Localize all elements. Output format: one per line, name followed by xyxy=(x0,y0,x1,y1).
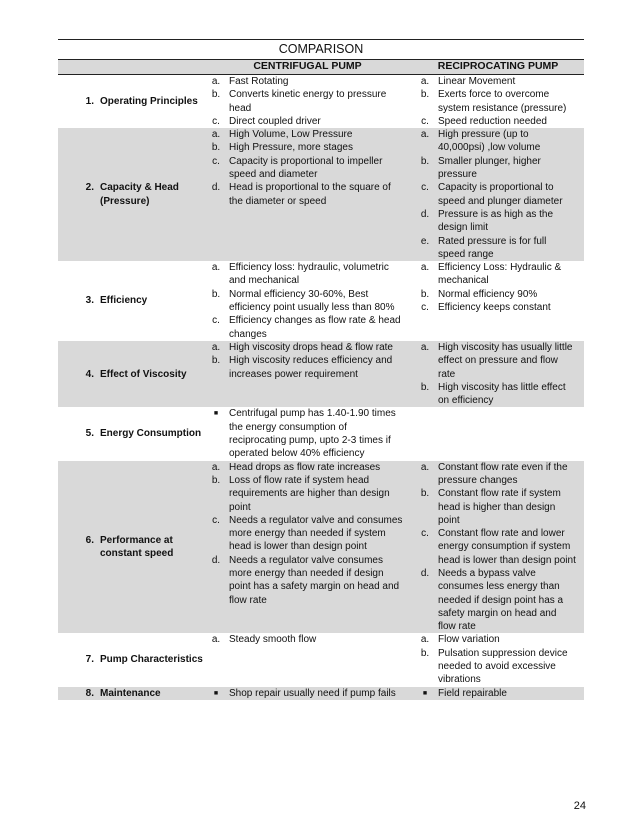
row-label-cell xyxy=(58,633,203,686)
reciprocating-list xyxy=(412,633,584,686)
row-number: 6. xyxy=(85,534,94,546)
row-title: Capacity & Head (Pressure) xyxy=(100,182,179,207)
list-item-text: Smaller plunger, higher pressure xyxy=(438,155,541,181)
row-label-cell xyxy=(58,75,203,129)
list-item xyxy=(412,288,584,301)
header-reciprocating: RECIPROCATING PUMP xyxy=(412,60,584,75)
list-letter: b. xyxy=(211,89,221,101)
row-label xyxy=(58,368,203,381)
reciprocating-list xyxy=(412,687,584,700)
list-letter: a. xyxy=(211,262,221,274)
list-letter: c. xyxy=(421,182,429,194)
centrifugal-cell xyxy=(203,128,412,261)
list-letter: b. xyxy=(420,381,430,393)
list-letter: b. xyxy=(420,89,430,101)
list-item-text: Pressure is as high as the design limit xyxy=(438,208,554,234)
list-item-text: Needs a regulator valve and consumes more energy than needed if system head is lower than design point xyxy=(229,514,403,553)
row-title: Pump Characteristics xyxy=(100,654,203,666)
list-item xyxy=(412,687,584,700)
row-number: 4. xyxy=(85,368,94,380)
list-letter: a. xyxy=(211,341,221,353)
comparison-table xyxy=(58,39,584,700)
row-number: 5. xyxy=(85,428,94,440)
list-item-text: High viscosity drops head & flow rate xyxy=(229,341,393,353)
list-item xyxy=(412,461,584,488)
list-item-text: Efficiency changes as flow rate & head changes xyxy=(229,315,401,340)
list-item xyxy=(203,141,412,154)
list-item xyxy=(412,647,584,687)
centrifugal-list xyxy=(203,633,412,646)
table-row xyxy=(58,407,584,460)
list-item-text: High Pressure, more stages xyxy=(229,142,353,154)
list-letter: b. xyxy=(211,355,221,367)
list-letter: a. xyxy=(420,129,430,141)
list-letter: a. xyxy=(211,461,221,473)
list-letter: d. xyxy=(420,567,430,579)
centrifugal-list xyxy=(203,75,412,128)
list-item-text: Field repairable xyxy=(438,687,507,699)
list-item-text: High viscosity reduces efficiency and increases power requirement xyxy=(229,355,393,380)
list-item-text: Normal efficiency 90% xyxy=(438,288,538,300)
row-number: 2. xyxy=(85,182,94,194)
row-title: Performance at constant speed xyxy=(100,534,174,560)
row-title: Efficiency xyxy=(100,295,148,307)
list-item-text: Constant flow rate and lower energy consumption if system head is lower than design point xyxy=(438,528,576,566)
list-item-text: Linear Movement xyxy=(438,76,516,87)
list-letter: b. xyxy=(420,647,430,659)
row-label-cell xyxy=(58,687,203,700)
list-item-text: Speed reduction needed xyxy=(438,115,547,127)
row-number: 8. xyxy=(85,687,94,699)
list-item-text: Efficiency keeps constant xyxy=(438,302,551,314)
centrifugal-list xyxy=(203,407,412,460)
list-item-text: Flow variation xyxy=(438,634,500,646)
list-letter: a. xyxy=(211,129,221,141)
list-letter: a. xyxy=(420,341,430,353)
row-title: Energy Consumption xyxy=(100,428,202,440)
row-number: 1. xyxy=(85,95,94,107)
table-header-row xyxy=(58,60,584,75)
centrifugal-cell xyxy=(203,341,412,407)
list-item-text: Efficiency loss: hydraulic, volumetric and mechanical xyxy=(229,262,389,287)
list-letter: c. xyxy=(212,514,220,526)
table-row xyxy=(58,261,584,341)
list-item-text: Fast Rotating xyxy=(229,76,289,87)
centrifugal-cell xyxy=(203,687,412,700)
centrifugal-cell xyxy=(203,461,412,634)
row-number: 7. xyxy=(85,654,94,666)
row-title: Operating Principles xyxy=(100,95,198,107)
list-letter: b. xyxy=(211,288,221,300)
list-item xyxy=(412,633,584,646)
list-item-text: Loss of flow rate if system head requirements are higher than design point xyxy=(229,474,390,513)
list-item-text: Capacity is proportional to speed and plunger diameter xyxy=(438,182,563,207)
reciprocating-cell xyxy=(412,128,584,261)
list-item-text: Direct coupled driver xyxy=(229,115,321,127)
row-label xyxy=(58,181,203,208)
list-item xyxy=(412,115,584,128)
list-letter: b. xyxy=(420,288,430,300)
list-item-text: Exerts force to overcome system resistance (pressure) xyxy=(438,89,567,114)
header-blank xyxy=(58,60,203,75)
row-label xyxy=(58,534,203,561)
list-letter: e. xyxy=(420,235,430,247)
list-item-text: Constant flow rate even if the pressure changes xyxy=(438,461,568,486)
list-letter: a. xyxy=(420,461,430,473)
row-label xyxy=(58,95,203,108)
list-item xyxy=(203,514,412,554)
square-bullet-icon: ■ xyxy=(213,689,219,697)
list-letter: a. xyxy=(420,76,430,87)
centrifugal-list xyxy=(203,687,412,700)
list-letter: d. xyxy=(211,554,221,566)
centrifugal-cell xyxy=(203,633,412,686)
list-item xyxy=(203,474,412,514)
centrifugal-cell xyxy=(203,407,412,460)
list-item-text: High viscosity has usually little effect on pressure and flow rate xyxy=(438,341,573,380)
centrifugal-list xyxy=(203,461,412,607)
list-item-text: Pulsation suppression device needed to avoid excessive vibrations xyxy=(438,647,568,686)
table-row xyxy=(58,341,584,407)
centrifugal-cell xyxy=(203,75,412,129)
list-item-text: Normal efficiency 30-60%, Best efficiency point usually less than 80% xyxy=(229,288,395,314)
list-letter: c. xyxy=(421,528,429,540)
list-letter: a. xyxy=(211,76,221,87)
row-label-cell xyxy=(58,461,203,634)
list-item xyxy=(412,381,584,408)
list-letter: c. xyxy=(212,155,220,167)
list-letter: c. xyxy=(421,302,429,314)
reciprocating-list xyxy=(412,128,584,261)
square-bullet-icon: ■ xyxy=(422,689,428,697)
list-item-text: Efficiency Loss: Hydraulic & mechanical xyxy=(438,262,562,287)
reciprocating-list xyxy=(412,341,584,407)
row-label-cell xyxy=(58,261,203,341)
list-item xyxy=(203,341,412,354)
list-item xyxy=(203,181,412,208)
reciprocating-cell xyxy=(412,407,584,460)
list-letter: d. xyxy=(211,182,221,194)
list-letter: b. xyxy=(211,142,221,154)
list-item xyxy=(412,235,584,262)
row-title: Effect of Viscosity xyxy=(100,368,187,380)
reciprocating-cell xyxy=(412,633,584,686)
list-letter: a. xyxy=(420,262,430,274)
list-item xyxy=(412,155,584,182)
table-body xyxy=(58,75,584,700)
list-item-text: Head is proportional to the square of the diameter or speed xyxy=(229,182,391,207)
reciprocating-cell xyxy=(412,341,584,407)
row-label-cell xyxy=(58,128,203,261)
list-letter: b. xyxy=(211,474,221,486)
reciprocating-list xyxy=(412,261,584,314)
row-label xyxy=(58,653,203,666)
list-item xyxy=(412,567,584,633)
list-item xyxy=(203,687,412,700)
reciprocating-list xyxy=(412,461,584,634)
list-item xyxy=(412,261,584,288)
list-item-text: Shop repair usually need if pump fails xyxy=(229,687,396,699)
list-item xyxy=(412,128,584,155)
table-row xyxy=(58,461,584,634)
list-item xyxy=(203,461,412,474)
reciprocating-cell xyxy=(412,687,584,700)
list-item-text: Converts kinetic energy to pressure head xyxy=(229,89,387,114)
list-item xyxy=(203,554,412,607)
reciprocating-cell xyxy=(412,461,584,634)
list-item-text: Constant flow rate if system head is higher than design point xyxy=(438,488,561,526)
reciprocating-cell xyxy=(412,261,584,341)
list-item-text: Needs a bypass valve consumes less energy than needed if design point has a safety margin on head and flow rate xyxy=(438,567,564,633)
list-item-text: Head drops as flow rate increases xyxy=(229,461,381,473)
row-number: 3. xyxy=(85,295,94,307)
list-item xyxy=(203,314,412,341)
list-item-text: High pressure (up to 40,000psi) ,low volume xyxy=(438,129,541,154)
list-item xyxy=(412,527,584,567)
list-item xyxy=(412,88,584,115)
header-centrifugal: CENTRIFUGAL PUMP xyxy=(203,60,412,75)
list-item xyxy=(203,115,412,128)
centrifugal-cell xyxy=(203,261,412,341)
row-label-cell xyxy=(58,341,203,407)
table-title-row xyxy=(58,40,584,60)
list-item xyxy=(203,633,412,646)
list-item xyxy=(203,128,412,141)
list-item xyxy=(203,88,412,115)
centrifugal-list xyxy=(203,261,412,341)
list-item-text: High Volume, Low Pressure xyxy=(229,129,353,141)
list-item xyxy=(412,301,584,314)
list-item xyxy=(412,208,584,235)
list-letter: b. xyxy=(420,488,430,500)
row-label xyxy=(58,687,203,700)
list-item xyxy=(412,181,584,208)
list-item xyxy=(203,407,412,460)
list-letter: a. xyxy=(211,634,221,646)
list-item-text: Rated pressure is for full speed range xyxy=(438,235,547,260)
list-letter: c. xyxy=(212,115,220,127)
square-bullet-icon: ■ xyxy=(213,410,219,418)
centrifugal-list xyxy=(203,128,412,208)
list-item-text: High viscosity has little effect on efficiency xyxy=(438,381,566,407)
list-letter: c. xyxy=(421,115,429,127)
table-row xyxy=(58,75,584,129)
row-label xyxy=(58,427,203,440)
list-item xyxy=(412,75,584,88)
list-item-text: Centrifugal pump has 1.40-1.90 times the energy consumption of reciprocating pump, upto 2-3 times if operated below 40% efficiency xyxy=(229,408,396,460)
list-item xyxy=(203,75,412,88)
table-title: COMPARISON xyxy=(58,40,584,60)
list-item-text: Steady smooth flow xyxy=(229,634,317,646)
centrifugal-list xyxy=(203,341,412,381)
list-item-text: Needs a regulator valve consumes more energy than needed if design point has a safety margin on head and flow rate xyxy=(229,554,400,606)
list-item xyxy=(203,354,412,381)
list-item xyxy=(203,261,412,288)
row-label-cell xyxy=(58,407,203,460)
row-label xyxy=(58,294,203,307)
table-row xyxy=(58,128,584,261)
list-letter: d. xyxy=(420,208,430,220)
list-letter: b. xyxy=(420,155,430,167)
list-item xyxy=(203,155,412,182)
list-item-text: Capacity is proportional to impeller speed and diameter xyxy=(229,155,383,181)
list-letter: a. xyxy=(420,634,430,646)
page-number: 24 xyxy=(573,800,586,812)
list-item xyxy=(412,341,584,381)
reciprocating-cell xyxy=(412,75,584,129)
table-row xyxy=(58,633,584,686)
list-item xyxy=(412,487,584,527)
list-letter: c. xyxy=(212,315,220,327)
row-title: Maintenance xyxy=(100,687,161,699)
list-item xyxy=(203,288,412,315)
reciprocating-list xyxy=(412,75,584,128)
table-row xyxy=(58,687,584,700)
